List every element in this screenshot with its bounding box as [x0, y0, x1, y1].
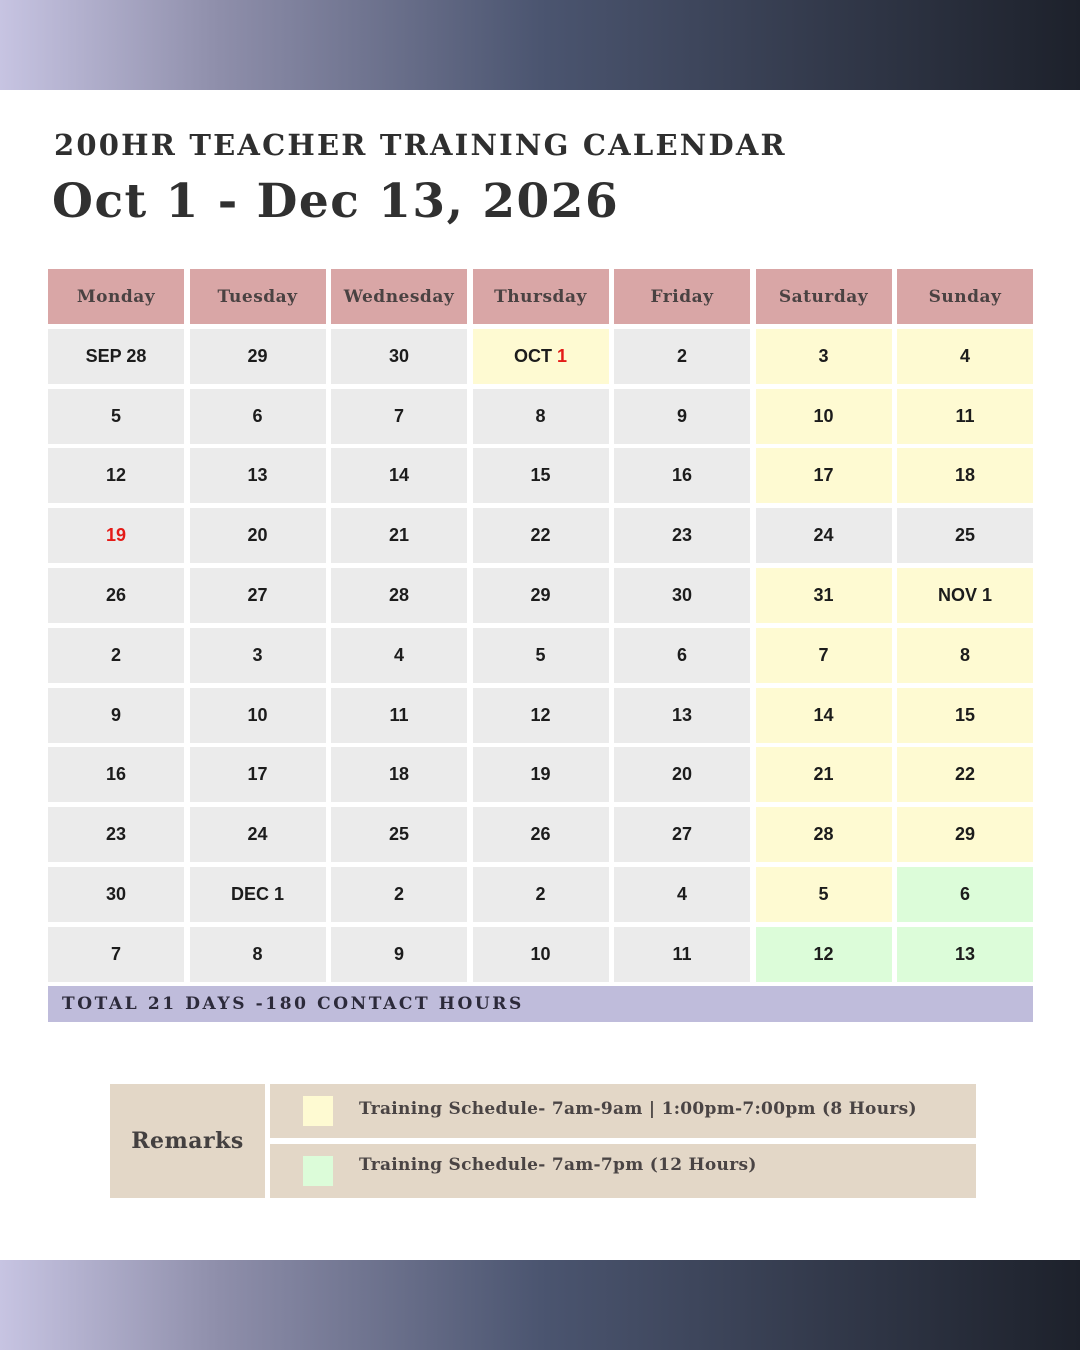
calendar-day-cell — [48, 747, 184, 802]
calendar-day-cell — [614, 329, 750, 384]
day-label: 11 — [672, 943, 692, 964]
calendar-day-cell — [614, 389, 750, 444]
calendar-day-cell — [756, 867, 892, 922]
calendar-day-cell — [331, 807, 467, 862]
day-label: 6 — [959, 883, 970, 904]
remark-text: Training Schedule- 7am-7pm (12 Hours) — [359, 1155, 757, 1175]
calendar-day-cell — [756, 628, 892, 683]
weekday-header-monday: Monday — [48, 269, 184, 324]
calendar-day-cell — [48, 867, 184, 922]
calendar-day-cell — [614, 747, 750, 802]
calendar-day-cell — [756, 807, 892, 862]
day-label: 10 — [247, 704, 268, 725]
calendar-day-cell — [897, 807, 1033, 862]
calendar-day-cell — [48, 448, 184, 503]
day-label: 26 — [530, 824, 551, 845]
day-label: 6 — [676, 644, 687, 665]
calendar-day-cell — [756, 927, 892, 982]
calendar-day-cell — [614, 628, 750, 683]
calendar-day-cell — [190, 628, 326, 683]
calendar-day-cell — [331, 508, 467, 563]
day-label: 22 — [954, 764, 976, 785]
day-label: 23 — [105, 824, 127, 845]
green-swatch — [303, 1156, 333, 1186]
day-label: 13 — [671, 704, 693, 725]
day-label: 16 — [105, 764, 127, 785]
day-label: 14 — [388, 465, 410, 486]
day-label: 29 — [247, 345, 268, 366]
remark-row-12-hours — [270, 1144, 976, 1198]
day-label: 13 — [247, 465, 268, 486]
calendar-day-cell — [331, 867, 467, 922]
calendar-day-cell — [331, 329, 467, 384]
calendar-day-cell — [473, 807, 609, 862]
day-label: 10 — [530, 943, 551, 964]
calendar-day-cell — [190, 688, 326, 743]
weekday-header-saturday: Saturday — [756, 269, 892, 324]
calendar-day-cell — [614, 688, 750, 743]
day-label: 3 — [818, 345, 829, 366]
day-label: 21 — [388, 525, 410, 546]
calendar-day-cell — [897, 867, 1033, 922]
calendar-day-cell — [897, 568, 1033, 623]
calendar-day-cell — [331, 688, 467, 743]
calendar-day-cell — [331, 747, 467, 802]
day-accent-number: 1 — [556, 345, 567, 366]
page-title: Oct 1 - Dec 13, 2026 — [52, 174, 620, 229]
calendar-day-cell — [614, 807, 750, 862]
day-label: 24 — [247, 824, 268, 845]
day-label: 27 — [671, 824, 693, 845]
calendar-day-cell — [190, 329, 326, 384]
calendar-day-cell — [756, 688, 892, 743]
calendar-day-cell — [473, 688, 609, 743]
day-label: 30 — [388, 345, 410, 366]
calendar-day-cell — [190, 389, 326, 444]
day-label: 10 — [813, 405, 834, 426]
calendar-day-cell — [48, 508, 184, 563]
day-label: 11 — [389, 704, 409, 725]
calendar-day-cell — [331, 448, 467, 503]
day-label: 28 — [388, 584, 410, 605]
day-label: 7 — [393, 405, 404, 426]
calendar-day-cell — [190, 448, 326, 503]
calendar-day-cell — [614, 867, 750, 922]
day-label: 27 — [247, 584, 268, 605]
calendar-day-cell — [190, 508, 326, 563]
day-label: 7 — [110, 943, 121, 964]
calendar-day-cell — [897, 747, 1033, 802]
day-label: 12 — [813, 943, 834, 964]
day-label: DEC 1 — [230, 883, 284, 904]
calendar-day-cell — [331, 568, 467, 623]
day-label: 8 — [535, 405, 546, 426]
calendar-grid — [48, 269, 1033, 982]
calendar-day-cell — [331, 628, 467, 683]
day-label: 4 — [676, 883, 687, 904]
day-label: 17 — [813, 465, 834, 486]
day-label: 9 — [393, 943, 404, 964]
remark-text: Training Schedule- 7am-9am | 1:00pm-7:00pm (8 Hours) — [359, 1099, 917, 1119]
day-label: 29 — [954, 824, 976, 845]
calendar-day-cell — [614, 508, 750, 563]
calendar-day-cell — [756, 568, 892, 623]
day-label: 18 — [388, 764, 410, 785]
calendar-day-cell — [48, 568, 184, 623]
calendar-day-cell — [473, 329, 609, 384]
day-label: NOV 1 — [937, 584, 993, 605]
calendar-day-cell — [614, 568, 750, 623]
day-label: 29 — [530, 584, 551, 605]
remarks-label: Remarks — [110, 1084, 265, 1198]
day-label: 31 — [813, 584, 834, 605]
calendar-day-cell — [756, 448, 892, 503]
calendar-day-cell — [473, 389, 609, 444]
day-label: 2 — [676, 345, 687, 366]
day-label: 22 — [530, 525, 551, 546]
calendar-day-cell — [473, 508, 609, 563]
calendar-day-cell — [190, 927, 326, 982]
calendar-day-cell — [48, 628, 184, 683]
calendar-day-cell — [614, 448, 750, 503]
calendar-day-cell — [897, 448, 1033, 503]
day-label: 25 — [954, 525, 976, 546]
calendar-day-cell — [331, 389, 467, 444]
bottom-gradient-band — [0, 1260, 1080, 1350]
day-label: 7 — [818, 644, 829, 665]
day-label: 4 — [393, 644, 404, 665]
calendar-day-cell — [48, 329, 184, 384]
weekday-header-wednesday: Wednesday — [331, 269, 467, 324]
calendar-day-cell — [897, 329, 1033, 384]
day-label: 4 — [959, 345, 970, 366]
top-gradient-band — [0, 0, 1080, 90]
calendar-day-cell — [190, 807, 326, 862]
calendar-day-cell — [897, 927, 1033, 982]
day-label: 13 — [954, 943, 976, 964]
calendar-day-cell — [473, 628, 609, 683]
day-label: 2 — [535, 883, 546, 904]
calendar-day-cell — [614, 927, 750, 982]
day-label: 8 — [252, 943, 263, 964]
day-label: 28 — [813, 824, 834, 845]
weekday-header-friday: Friday — [614, 269, 750, 324]
day-label: 11 — [955, 405, 975, 426]
day-label: 8 — [959, 644, 970, 665]
calendar-day-cell — [897, 389, 1033, 444]
day-label: 24 — [813, 525, 834, 546]
day-label: 6 — [252, 405, 263, 426]
day-label: 5 — [110, 405, 121, 426]
day-label: SEP 28 — [85, 345, 147, 366]
day-label: 15 — [954, 704, 976, 725]
day-label: 3 — [252, 644, 263, 665]
calendar-day-cell — [190, 568, 326, 623]
day-label: 21 — [813, 764, 834, 785]
day-label: 26 — [105, 584, 127, 605]
day-label: OCT — [513, 345, 557, 366]
calendar-day-cell — [48, 807, 184, 862]
calendar-day-cell — [756, 389, 892, 444]
day-label: 2 — [110, 644, 121, 665]
calendar-day-cell — [473, 568, 609, 623]
calendar-day-cell — [756, 329, 892, 384]
calendar-day-cell — [756, 747, 892, 802]
day-label: 23 — [671, 525, 693, 546]
calendar-day-cell — [473, 448, 609, 503]
day-label: 14 — [813, 704, 834, 725]
weekday-header-thursday: Thursday — [473, 269, 609, 324]
day-label: 19 — [105, 525, 127, 546]
page-subtitle: 200HR TEACHER TRAINING CALENDAR — [54, 128, 787, 162]
day-label: 12 — [105, 465, 127, 486]
calendar-day-cell — [473, 747, 609, 802]
calendar-day-cell — [48, 927, 184, 982]
day-label: 18 — [954, 465, 976, 486]
day-label: 19 — [530, 764, 551, 785]
calendar-day-cell — [756, 508, 892, 563]
day-label: 5 — [818, 883, 829, 904]
remark-row-8-hours — [270, 1084, 976, 1138]
calendar-day-cell — [331, 927, 467, 982]
calendar-day-cell — [48, 389, 184, 444]
weekday-header-tuesday: Tuesday — [190, 269, 326, 324]
calendar-day-cell — [190, 867, 326, 922]
calendar-day-cell — [190, 747, 326, 802]
day-label: 16 — [671, 465, 693, 486]
day-label: 17 — [247, 764, 268, 785]
day-label: 2 — [393, 883, 404, 904]
day-label: 20 — [671, 764, 693, 785]
total-bar: TOTAL 21 DAYS -180 CONTACT HOURS — [48, 986, 1033, 1022]
calendar-day-cell — [897, 688, 1033, 743]
day-label: 20 — [247, 525, 268, 546]
day-label: 9 — [110, 704, 121, 725]
day-label: 12 — [530, 704, 551, 725]
day-label: 25 — [388, 824, 410, 845]
day-label: 30 — [105, 883, 127, 904]
calendar-day-cell — [473, 927, 609, 982]
calendar-day-cell — [897, 628, 1033, 683]
yellow-swatch — [303, 1096, 333, 1126]
day-label: 9 — [676, 405, 687, 426]
day-label: 30 — [671, 584, 693, 605]
day-label: 15 — [530, 465, 551, 486]
calendar-day-cell — [48, 688, 184, 743]
calendar-day-cell — [473, 867, 609, 922]
day-label: 5 — [535, 644, 546, 665]
weekday-header-sunday: Sunday — [897, 269, 1033, 324]
calendar-day-cell — [897, 508, 1033, 563]
